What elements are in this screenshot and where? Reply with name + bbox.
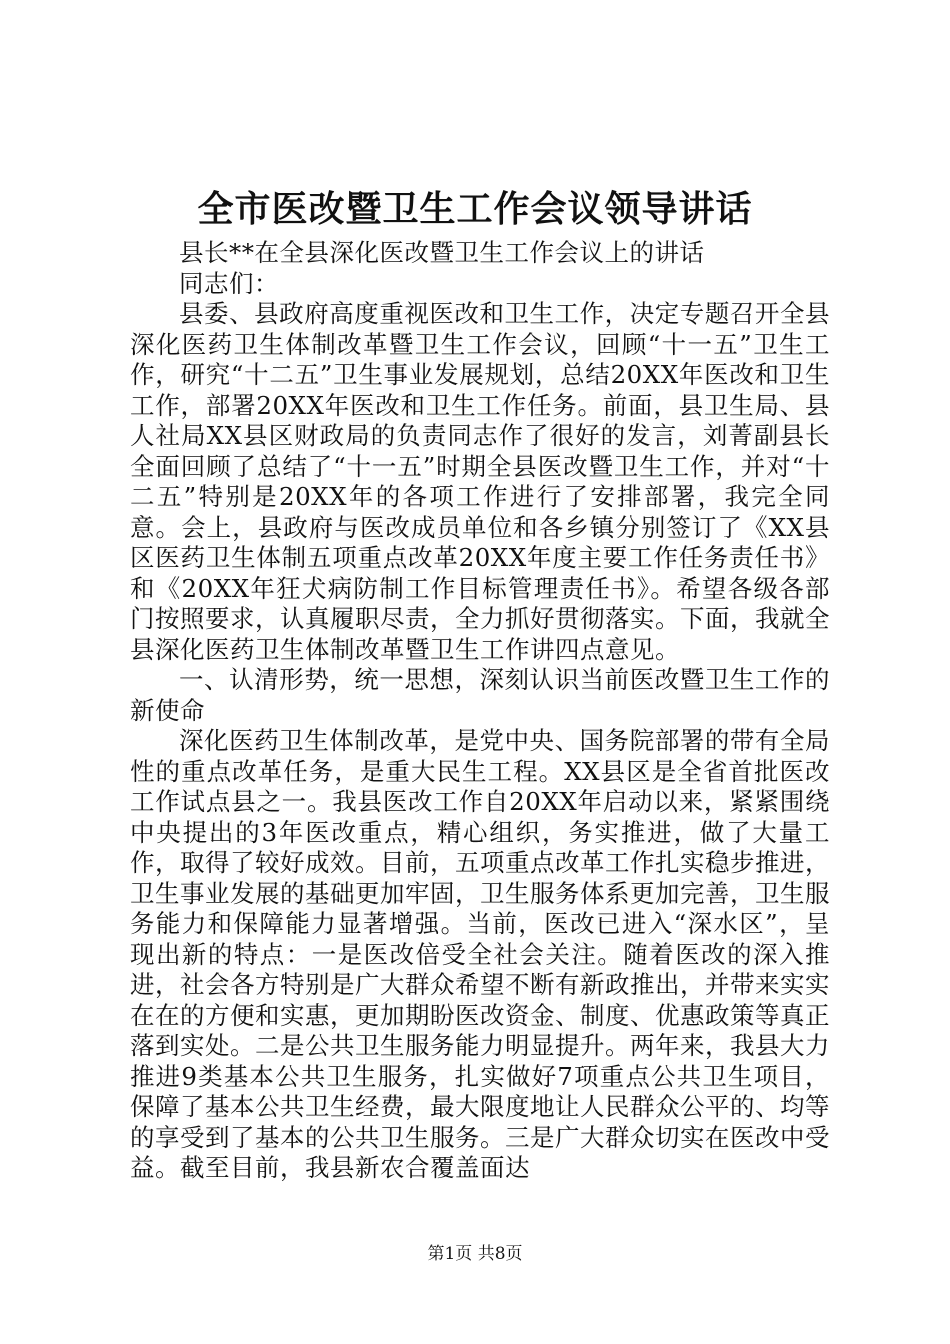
section-heading: 一、认清形势，统一思想，深刻认识当前医改暨卫生工作的新使命 bbox=[130, 665, 830, 725]
document-body bbox=[130, 238, 830, 1184]
page-number: 第1页 共8页 bbox=[427, 1244, 523, 1264]
paragraph: 深化医药卫生体制改革，是党中央、国务院部署的带有全局性的重点改革任务，是重大民生工程。XX县区是全省首批医改工作试点县之一。我县医改工作自20XX年启动以来，紧紧围绕中央提出的3年医改重点，精心组织，务实推进，做了大量工作，取得了较好成效。目前，五项重点改革工作扎实稳步推进，卫生事业发展的基础更加牢固，卫生服务体系更加完善，卫生服务能力和保障能力显著增强。当前，医改已进入“深水区”，呈现出新的特点：一是医改倍受全社会关注。随着医改的深入推进，社会各方特别是广大群众希望不断有新政推出，并带来实实在在的方便和实惠，更加期盼医改资金、制度、优惠政策等真正落到实处。二是公共卫生服务能力明显提升。两年来，我县大力推进9类基本公共卫生服务，扎实做好7项重点公共卫生项目，保障了基本公共卫生经费，最大限度地让人民群众公平的、均等的享受到了基本的公共卫生服务。三是广大群众切实在医改中受益。截至目前，我县新农合覆盖面达 bbox=[130, 726, 830, 1182]
salutation: 同志们： bbox=[179, 268, 279, 298]
paragraph: 县委、县政府高度重视医改和卫生工作，决定专题召开全县深化医药卫生体制改革暨卫生工作会议，回顾“十一五”卫生工作，研究“十二五”卫生事业发展规划，总结20XX年医改和卫生工作，部署20XX年医改和卫生工作任务。前面，县卫生局、县人社局XX县区财政局的负责同志作了很好的发言，刘菁副县长全面回顾了总结了“十一五”时期全县医改暨卫生工作，并对“十二五”特别是20XX年的各项工作进行了安排部署，我完全同意。会上，县政府与医改成员单位和各乡镇分别签订了《XX县区医药卫生体制五项重点改革20XX年度主要工作任务责任书》和《20XX年狂犬病防制工作目标管理责任书》。希望各级各部门按照要求，认真履职尽责，全力抓好贯彻落实。下面，我就全县深化医药卫生体制改革暨卫生工作讲四点意见。 bbox=[130, 299, 830, 664]
document-title: 全市医改暨卫生工作会议领导讲话 bbox=[197, 188, 753, 230]
document-subtitle: 县长**在全县深化医改暨卫生工作会议上的讲话 bbox=[179, 238, 705, 267]
